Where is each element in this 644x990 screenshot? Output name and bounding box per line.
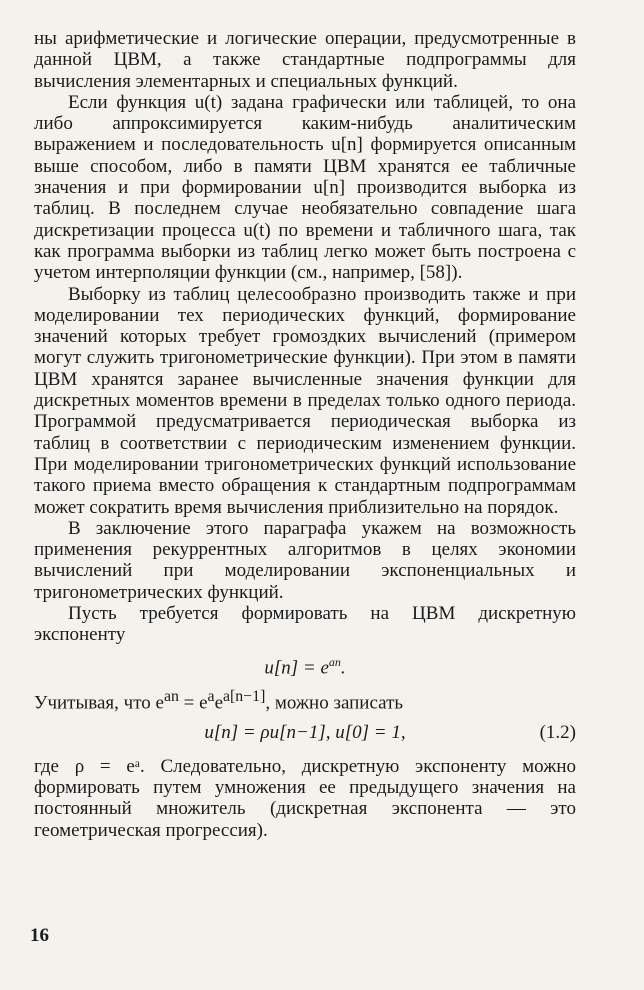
page-text <box>34 28 576 841</box>
paragraph-3: Выборку из таблиц целесообразно производить также и при моделировании тех периодических функций, формирование значений которых требует громоздких вычислений (примером могут служить тригонометрические функции). При этом в памяти ЦВМ хранятся заранее вычисленные значения функции для дискретных моментов времени в пределах только одного периода. Программой предусматривается периодическая выборка из таблиц в соответствии с периодическим изменением функции. При моделировании тригонометрических функций использование такого приема вместо обращения к стандартным подпрограммам может сократить время вычисления приблизительно на порядок. <box>34 283 576 518</box>
sentence-given <box>34 686 576 714</box>
equation-lhs: u[n] <box>264 656 299 678</box>
sentence-suffix: , можно записать <box>265 692 404 714</box>
equation-recurrence-body: u[n] = ρu[n−1], u[0] = 1, <box>204 721 406 743</box>
equation-number: (1.2) <box>539 721 576 743</box>
paragraph-5: Пусть требуется формировать на ЦВМ дискретную экспоненту <box>34 603 576 646</box>
equation-recurrence <box>34 722 576 746</box>
sentence-mid: = e <box>178 692 208 714</box>
paragraph-1: ны арифметические и логические операции, предусмотренные в данной ЦВМ, а также стандартные подпрограммы для вычисления элементарных и специальных функций. <box>34 28 576 92</box>
paragraph-4: В заключение этого параграфа укажем на возможность применения рекуррентных алгоритмов в целях экономии вычислений при моделировании экспоненциальных и тригонометрических функций. <box>34 517 576 603</box>
equation-eq: = e <box>298 656 329 678</box>
sentence-sup2: a <box>207 688 215 706</box>
sentence-sup1: an <box>163 688 179 706</box>
paragraph-final: где ρ = eᵃ. Следовательно, дискретную экспоненту можно формировать путем умножения ее предыдущего значения на постоянный множитель (дискретная экспонента — это геометрическая прогрессия). <box>34 755 576 841</box>
sentence-e: e <box>214 692 224 714</box>
sentence-prefix: Учитывая, что e <box>34 692 164 714</box>
sentence-sup3: a[n−1] <box>223 688 266 706</box>
equation-exponent <box>34 652 576 679</box>
equation-end: . <box>340 656 346 678</box>
page-number: 16 <box>30 925 49 946</box>
paragraph-2: Если функция u(t) задана графически или таблицей, то она либо аппроксимируется каким-нибудь аналитическим выражением и последовательность u[n] формируется описанным выше способом, либо в памяти ЦВМ хранятся ее табличные значения и при формировании u[n] производится выборка из таблиц. В последнем случае необязательно совпадение шага дискретизации процесса u(t) по времени и табличного шага, так как программа выборки из таблиц легко может быть построена с учетом интерполяции функции (см., например, [58]). <box>34 91 576 284</box>
equation-sup: an <box>328 654 341 669</box>
